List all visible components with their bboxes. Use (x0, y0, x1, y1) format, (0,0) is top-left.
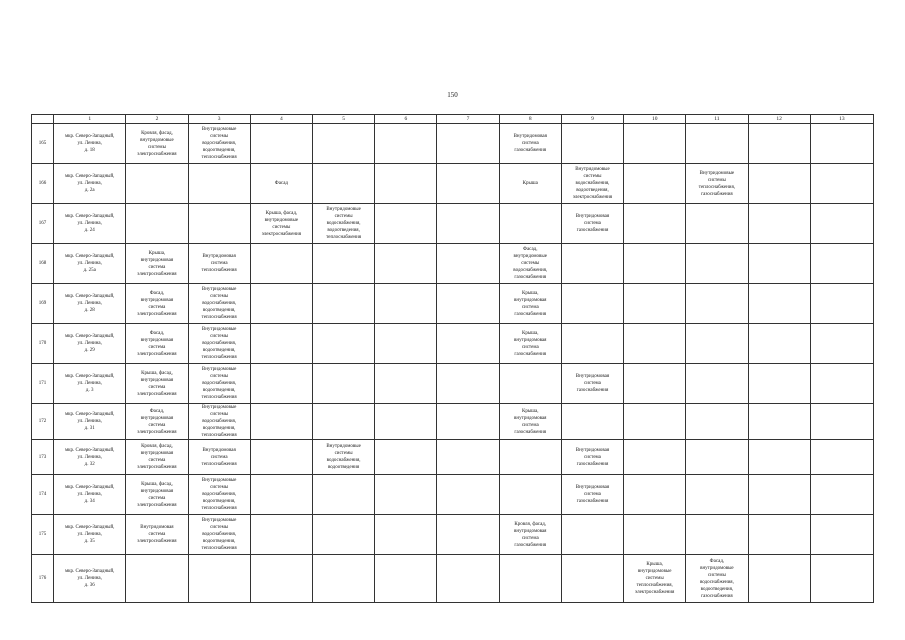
work-type-cell: Внутридомовые системы водоснабжения, водоотведения, теплоснабжения (188, 404, 250, 440)
column-header: 7 (437, 115, 499, 124)
work-type-cell (375, 475, 437, 515)
work-type-cell: Внутридомовые системы теплоснабжения, газоснабжения (686, 164, 748, 204)
work-type-cell (624, 124, 686, 164)
work-type-cell: Внутридомовые системы водоснабжения, водоотведения, теплоснабжения (188, 364, 250, 404)
work-type-cell (437, 475, 499, 515)
work-type-cell (624, 364, 686, 404)
table-row (32, 440, 874, 475)
work-type-cell (810, 440, 873, 475)
work-type-cell (810, 515, 873, 555)
work-type-cell (561, 244, 623, 284)
work-type-cell (748, 515, 810, 555)
address-cell: мкр. Северо-Западный, ул. Ленина, д. 18 (54, 124, 126, 164)
work-type-cell (810, 204, 873, 244)
table-row (32, 364, 874, 404)
work-type-cell (375, 324, 437, 364)
work-type-cell (810, 475, 873, 515)
work-type-cell: Крыша, внутридомовая система газоснабжения (499, 284, 561, 324)
work-type-cell: Внутридомовая система теплоснабжения (188, 244, 250, 284)
work-type-cell (188, 164, 250, 204)
work-type-cell (624, 164, 686, 204)
work-type-cell: Внутридомовая система газоснабжения (499, 124, 561, 164)
work-type-cell: Внутридомовая система газоснабжения (561, 475, 623, 515)
table-body (32, 124, 874, 603)
work-type-cell: Фасад (250, 164, 312, 204)
work-type-cell (437, 164, 499, 204)
page-number: 150 (447, 91, 458, 99)
work-type-cell (686, 515, 748, 555)
work-type-cell (499, 555, 561, 603)
work-type-cell: Внутридомовые системы водоснабжения, водоотведения, теплоснабжения (188, 124, 250, 164)
column-header: 6 (375, 115, 437, 124)
work-type-cell (312, 555, 374, 603)
work-type-cell (686, 244, 748, 284)
work-type-cell: Крыша, фасад, внутридомовая система электроснабжения (126, 475, 188, 515)
work-type-cell (375, 440, 437, 475)
work-type-cell (748, 244, 810, 284)
work-type-cell (499, 364, 561, 404)
work-type-cell (250, 324, 312, 364)
repair-schedule-table (31, 114, 874, 603)
column-number-row (32, 115, 874, 124)
work-type-cell (624, 324, 686, 364)
address-cell: мкр. Северо-Западный, ул. Ленина, д. 24 (54, 204, 126, 244)
work-type-cell (810, 404, 873, 440)
work-type-cell: Внутридомовая система газоснабжения (561, 440, 623, 475)
address-cell: мкр. Северо-Западный, ул. Ленина, д. 28 (54, 284, 126, 324)
work-type-cell (312, 515, 374, 555)
column-header: 12 (748, 115, 810, 124)
table-row (32, 204, 874, 244)
work-type-cell (126, 555, 188, 603)
work-type-cell (810, 244, 873, 284)
work-type-cell (810, 324, 873, 364)
row-number-cell: 171 (32, 364, 54, 404)
work-type-cell (188, 555, 250, 603)
column-header: 3 (188, 115, 250, 124)
address-cell: мкр. Северо-Западный, ул. Ленина, д. 35 (54, 515, 126, 555)
work-type-cell: Внутридомовая система газоснабжения (561, 204, 623, 244)
work-type-cell (748, 124, 810, 164)
column-header: 1 (54, 115, 126, 124)
work-type-cell (686, 404, 748, 440)
table-row (32, 515, 874, 555)
work-type-cell (375, 124, 437, 164)
column-header: 11 (686, 115, 748, 124)
address-cell: мкр. Северо-Западный, ул. Ленина, д. 29 (54, 324, 126, 364)
table-row (32, 124, 874, 164)
work-type-cell: Внутридомовые системы водоснабжения, водоотведения, теплоснабжения (312, 204, 374, 244)
address-cell: мкр. Северо-Западный, ул. Ленина, д. 25а (54, 244, 126, 284)
work-type-cell (748, 204, 810, 244)
row-number-cell: 172 (32, 404, 54, 440)
work-type-cell (499, 475, 561, 515)
address-cell: мкр. Северо-Западный, ул. Ленина, д. 31 (54, 404, 126, 440)
work-type-cell: Крыша, внутридомовая система газоснабжения (499, 404, 561, 440)
table-row (32, 404, 874, 440)
work-type-cell (624, 284, 686, 324)
work-type-cell: Фасад, внутридомовые системы водоснабжения, водоотведения, газоснабжения (686, 555, 748, 603)
row-number-cell: 169 (32, 284, 54, 324)
work-type-cell (810, 284, 873, 324)
work-type-cell: Фасад, внутридомовая система электроснабжения (126, 324, 188, 364)
work-type-cell: Фасад, внутридомовая система электроснабжения (126, 284, 188, 324)
work-type-cell (250, 555, 312, 603)
work-type-cell (312, 364, 374, 404)
row-number-cell: 175 (32, 515, 54, 555)
table-row (32, 244, 874, 284)
work-type-cell (686, 124, 748, 164)
table-row (32, 324, 874, 364)
work-type-cell (499, 440, 561, 475)
work-type-cell (375, 284, 437, 324)
work-type-cell (437, 555, 499, 603)
work-type-cell (686, 440, 748, 475)
work-type-cell (561, 404, 623, 440)
work-type-cell: Внутридомовые системы водоснабжения, водоотведения, теплоснабжения (188, 324, 250, 364)
work-type-cell (312, 404, 374, 440)
work-type-cell (250, 515, 312, 555)
work-type-cell (686, 475, 748, 515)
work-type-cell (810, 364, 873, 404)
work-type-cell (810, 555, 873, 603)
row-number-cell: 166 (32, 164, 54, 204)
address-cell: мкр. Северо-Западный, ул. Ленина, д. 2а (54, 164, 126, 204)
work-type-cell (375, 364, 437, 404)
work-type-cell (250, 244, 312, 284)
work-type-cell (561, 515, 623, 555)
work-type-cell (748, 364, 810, 404)
work-type-cell (810, 124, 873, 164)
work-type-cell (375, 244, 437, 284)
work-type-cell (312, 324, 374, 364)
work-type-cell: Внутридомовые системы водоснабжения, водоотведения (312, 440, 374, 475)
work-type-cell (312, 164, 374, 204)
work-type-cell (250, 364, 312, 404)
work-type-cell (312, 475, 374, 515)
work-type-cell: Внутридомовые системы водоснабжения, водоотведения, теплоснабжения (188, 475, 250, 515)
work-type-cell: Фасад, внутридомовые системы водоснабжения, газоснабжения (499, 244, 561, 284)
work-type-cell (250, 440, 312, 475)
work-type-cell: Крыша, внутридомовая система газоснабжения (499, 324, 561, 364)
work-type-cell (561, 324, 623, 364)
row-number-cell: 167 (32, 204, 54, 244)
work-type-cell (250, 404, 312, 440)
work-type-cell (375, 164, 437, 204)
work-type-cell (312, 124, 374, 164)
work-type-cell (437, 404, 499, 440)
work-type-cell (748, 404, 810, 440)
work-type-cell (375, 404, 437, 440)
work-type-cell (748, 324, 810, 364)
work-type-cell (437, 440, 499, 475)
work-type-cell (561, 284, 623, 324)
work-type-cell (437, 324, 499, 364)
work-type-cell (624, 404, 686, 440)
work-type-cell (561, 124, 623, 164)
work-type-cell (312, 284, 374, 324)
work-type-cell (686, 364, 748, 404)
work-type-cell (250, 475, 312, 515)
address-cell: мкр. Северо-Западный, ул. Ленина, д. 32 (54, 440, 126, 475)
work-type-cell (748, 284, 810, 324)
work-type-cell (437, 244, 499, 284)
row-number-cell: 168 (32, 244, 54, 284)
row-number-cell: 176 (32, 555, 54, 603)
work-type-cell: Крыша, внутридомовые системы теплоснабжения, электроснабжения (624, 555, 686, 603)
work-type-cell (375, 555, 437, 603)
work-type-cell (375, 204, 437, 244)
column-header: 8 (499, 115, 561, 124)
column-header: 13 (810, 115, 873, 124)
table-row (32, 284, 874, 324)
table-row (32, 555, 874, 603)
work-type-cell: Крыша, фасад, внутридомовая система электроснабжения (126, 364, 188, 404)
work-type-cell (624, 440, 686, 475)
work-type-cell (250, 284, 312, 324)
row-number-cell: 165 (32, 124, 54, 164)
work-type-cell: Крыша, фасад, внутридомовые системы электроснабжения (250, 204, 312, 244)
address-cell: мкр. Северо-Западный, ул. Ленина, д. 3 (54, 364, 126, 404)
work-type-cell (748, 475, 810, 515)
column-header: 2 (126, 115, 188, 124)
work-type-cell (748, 555, 810, 603)
work-type-cell: Кровля, фасад, внутридомовая система газоснабжения (499, 515, 561, 555)
work-type-cell (250, 124, 312, 164)
work-type-cell (499, 204, 561, 244)
work-type-cell: Внутридомовая система газоснабжения (561, 364, 623, 404)
work-type-cell (437, 364, 499, 404)
row-number-cell: 170 (32, 324, 54, 364)
work-type-cell: Внутридомовые системы водоснабжения, водоотведения, электроснабжения (561, 164, 623, 204)
work-type-cell (624, 244, 686, 284)
work-type-cell: Внутридомовая система теплоснабжения (188, 440, 250, 475)
work-type-cell: Крыша (499, 164, 561, 204)
work-type-cell (126, 204, 188, 244)
work-type-cell (437, 204, 499, 244)
work-type-cell (126, 164, 188, 204)
row-number-cell: 173 (32, 440, 54, 475)
column-header: 4 (250, 115, 312, 124)
address-cell: мкр. Северо-Западный, ул. Ленина, д. 34 (54, 475, 126, 515)
column-header: 10 (624, 115, 686, 124)
work-type-cell (624, 475, 686, 515)
work-type-cell (188, 204, 250, 244)
column-header: 5 (312, 115, 374, 124)
work-type-cell: Кровля, фасад, внутридомовые системы электроснабжения (126, 124, 188, 164)
table-row (32, 164, 874, 204)
work-type-cell (810, 164, 873, 204)
work-type-cell: Внутридомовые системы водоснабжения, водоотведения, теплоснабжения (188, 284, 250, 324)
work-type-cell (312, 244, 374, 284)
work-type-cell (437, 284, 499, 324)
work-type-cell (437, 124, 499, 164)
table-row (32, 475, 874, 515)
work-type-cell: Кровля, фасад, внутридомовая система электроснабжения (126, 440, 188, 475)
work-type-cell: Внутридомовые системы водоснабжения, водоотведения, теплоснабжения (188, 515, 250, 555)
work-type-cell (686, 324, 748, 364)
work-type-cell (624, 515, 686, 555)
work-type-cell (686, 204, 748, 244)
work-type-cell (686, 284, 748, 324)
work-type-cell: Крыша, внутридомовая система электроснабжения (126, 244, 188, 284)
work-type-cell (437, 515, 499, 555)
work-type-cell (561, 555, 623, 603)
column-header: 9 (561, 115, 623, 124)
address-cell: мкр. Северо-Западный, ул. Ленина, д. 36 (54, 555, 126, 603)
work-type-cell: Внутридомовая система электроснабжения (126, 515, 188, 555)
work-type-cell (624, 204, 686, 244)
row-number-cell: 174 (32, 475, 54, 515)
work-type-cell (375, 515, 437, 555)
work-type-cell: Фасад, внутридомовая система электроснабжения (126, 404, 188, 440)
column-header (32, 115, 54, 124)
work-type-cell (748, 440, 810, 475)
work-type-cell (748, 164, 810, 204)
